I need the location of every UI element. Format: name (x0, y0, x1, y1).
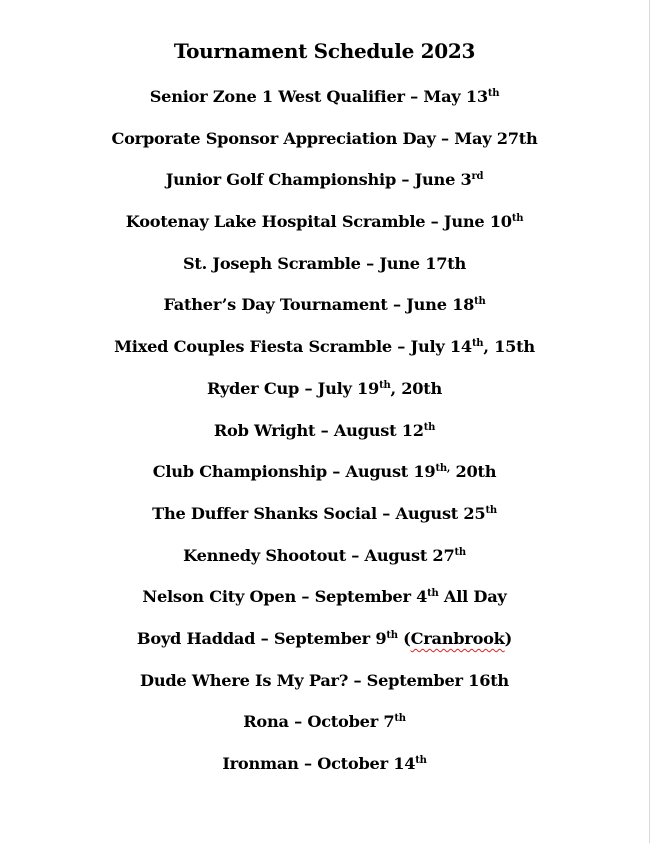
event-item (0, 86, 649, 128)
event-text: Kennedy Shootout – August 27 (183, 545, 455, 565)
event-text: Boyd Haddad – September 9 (136, 628, 387, 648)
event-text: Junior Golf Championship – June 3 (165, 170, 472, 190)
event-item (0, 461, 649, 503)
event-item (0, 128, 649, 170)
event-text: , 15th (483, 337, 535, 357)
event-item (0, 211, 649, 253)
event-text: All Day (438, 587, 507, 607)
event-item (0, 711, 649, 753)
spellcheck-flagged-word: Cranbrook (410, 628, 505, 648)
event-text: Rob Wright – August 12 (213, 420, 424, 440)
event-text: 20th (450, 462, 497, 482)
event-text: Rona – October 7 (243, 712, 395, 732)
event-text: ( (397, 628, 411, 648)
event-list (0, 86, 649, 795)
event-item (0, 169, 649, 211)
event-text: Kootenay Lake Hospital Scramble – June 10 (125, 212, 512, 232)
ordinal-suffix: th (427, 588, 439, 600)
event-text: Ironman – October 14 (222, 754, 416, 773)
event-text: ) (504, 628, 513, 648)
ordinal-suffix: th (386, 629, 398, 641)
schedule-title: Tournament Schedule 2023 (173, 39, 476, 63)
event-text: Nelson City Open – September 4 (142, 587, 428, 607)
ordinal-suffix: th (423, 421, 436, 433)
event-text: Corporate Sponsor Appreciation Day – May 27th (111, 128, 538, 148)
event-text: Dude Where Is My Par? – September 16th (140, 670, 509, 690)
ordinal-suffix: th (485, 504, 497, 516)
event-item (0, 503, 649, 545)
event-text: , 20th (390, 378, 443, 398)
ordinal-suffix: th (415, 755, 427, 766)
event-item (0, 545, 649, 587)
event-item (0, 586, 649, 628)
ordinal-suffix: th (474, 296, 486, 308)
ordinal-suffix: th (511, 213, 524, 225)
ordinal-suffix: rd (471, 171, 484, 183)
event-text: Senior Zone 1 West Qualifier – May 13 (149, 87, 488, 106)
ordinal-suffix: th (471, 338, 484, 350)
event-item (0, 670, 649, 712)
event-item (0, 253, 649, 295)
event-item (0, 753, 649, 795)
event-text: Mixed Couples Fiesta Scramble – July 14 (114, 337, 472, 357)
ordinal-suffix: th, (435, 463, 451, 475)
event-item (0, 294, 649, 336)
event-item (0, 628, 649, 670)
event-item (0, 420, 649, 462)
event-item (0, 378, 649, 420)
event-text: Club Championship – August 19 (152, 462, 436, 482)
ordinal-suffix: th (394, 713, 406, 725)
event-text: Father’s Day Tournament – June 18 (163, 295, 475, 315)
event-text: Ryder Cup – July 19 (206, 378, 380, 398)
ordinal-suffix: th (454, 546, 466, 558)
event-text: The Duffer Shanks Social – August 25 (152, 503, 486, 523)
event-text: St. Joseph Scramble – June 17th (182, 253, 466, 273)
ordinal-suffix: th (379, 379, 391, 391)
ordinal-suffix: th (487, 88, 500, 99)
event-item (0, 336, 649, 378)
